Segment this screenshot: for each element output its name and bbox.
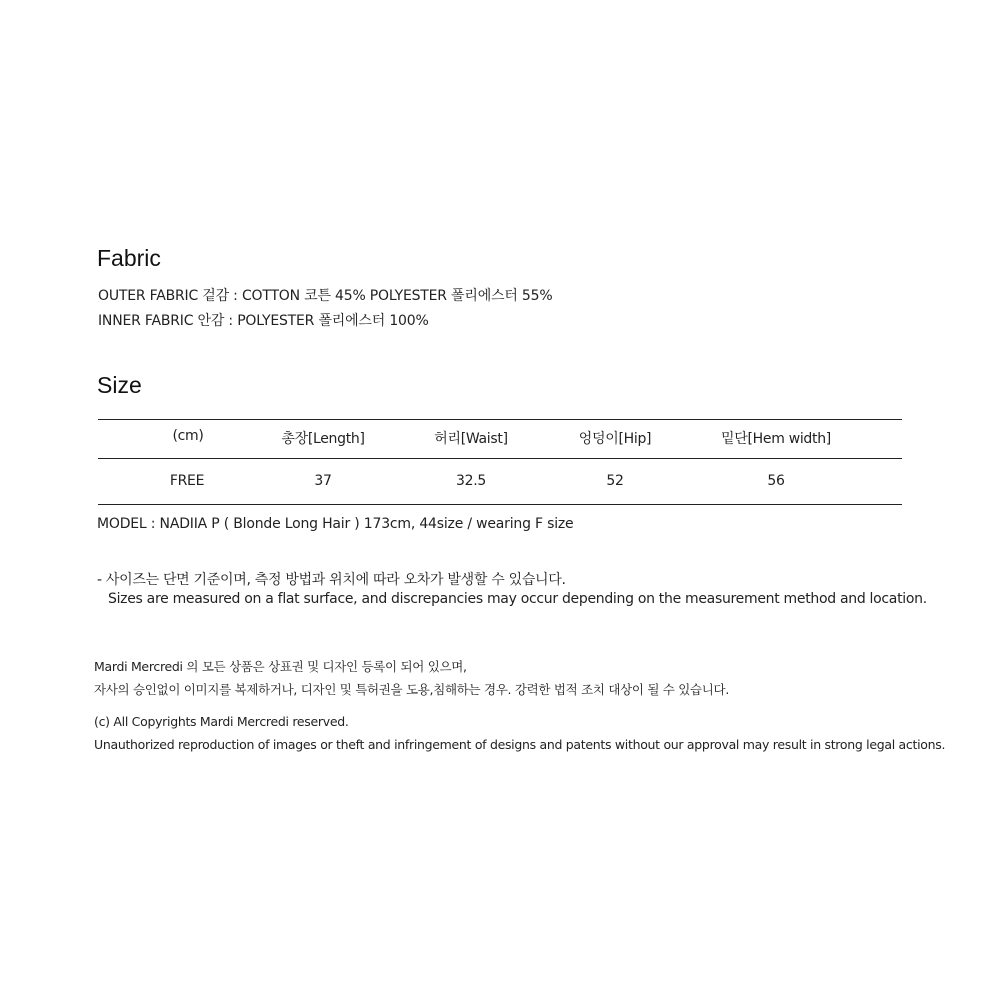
measurement-note-korean: - 사이즈는 단면 기준이며, 측정 방법과 위치에 따라 오차가 발생할 수 있습니다. — [97, 572, 566, 588]
inner-fabric-info: INNER FABRIC 안감 : POLYESTER 폴리에스터 100% — [98, 313, 429, 329]
header-waist: 허리[Waist] — [434, 431, 508, 447]
cell-length: 37 — [314, 473, 332, 489]
size-heading: Size — [97, 372, 142, 398]
header-hem-width: 밑단[Hem width] — [721, 431, 831, 447]
outer-fabric-info: OUTER FABRIC 겉감 : COTTON 코튼 45% POLYESTER 폴리에스터 55% — [98, 288, 553, 304]
model-info: MODEL : NADIIA P ( Blonde Long Hair ) 173cm, 44size / wearing F size — [97, 516, 574, 532]
table-bottom-rule — [98, 504, 902, 505]
cell-size: FREE — [169, 473, 205, 489]
copyright-english-line-2: Unauthorized reproduction of images or theft and infringement of designs and patents without our approval may result in strong legal actions. — [94, 737, 946, 752]
copyright-korean-line-1: Mardi Mercredi 의 모든 상품은 상표권 및 디자인 등록이 되어 있으며, — [94, 659, 467, 674]
header-length: 총장[Length] — [281, 431, 365, 447]
header-unit: (cm) — [172, 428, 204, 444]
header-hip: 엉덩이[Hip] — [578, 431, 652, 447]
cell-hem-width: 56 — [767, 473, 785, 489]
cell-waist: 32.5 — [456, 473, 486, 489]
cell-hip: 52 — [606, 473, 624, 489]
measurement-note-english: Sizes are measured on a flat surface, and discrepancies may occur depending on the measurement method and location. — [108, 591, 927, 607]
copyright-korean-line-2: 자사의 승인없이 이미지를 복제하거나, 디자인 및 특허권을 도용,침해하는 경우. 강력한 법적 조치 대상이 될 수 있습니다. — [94, 682, 729, 697]
table-top-rule — [98, 419, 902, 420]
copyright-english-line-1: (c) All Copyrights Mardi Mercredi reserved. — [94, 714, 349, 729]
fabric-heading: Fabric — [97, 245, 161, 271]
table-mid-rule — [98, 458, 902, 459]
